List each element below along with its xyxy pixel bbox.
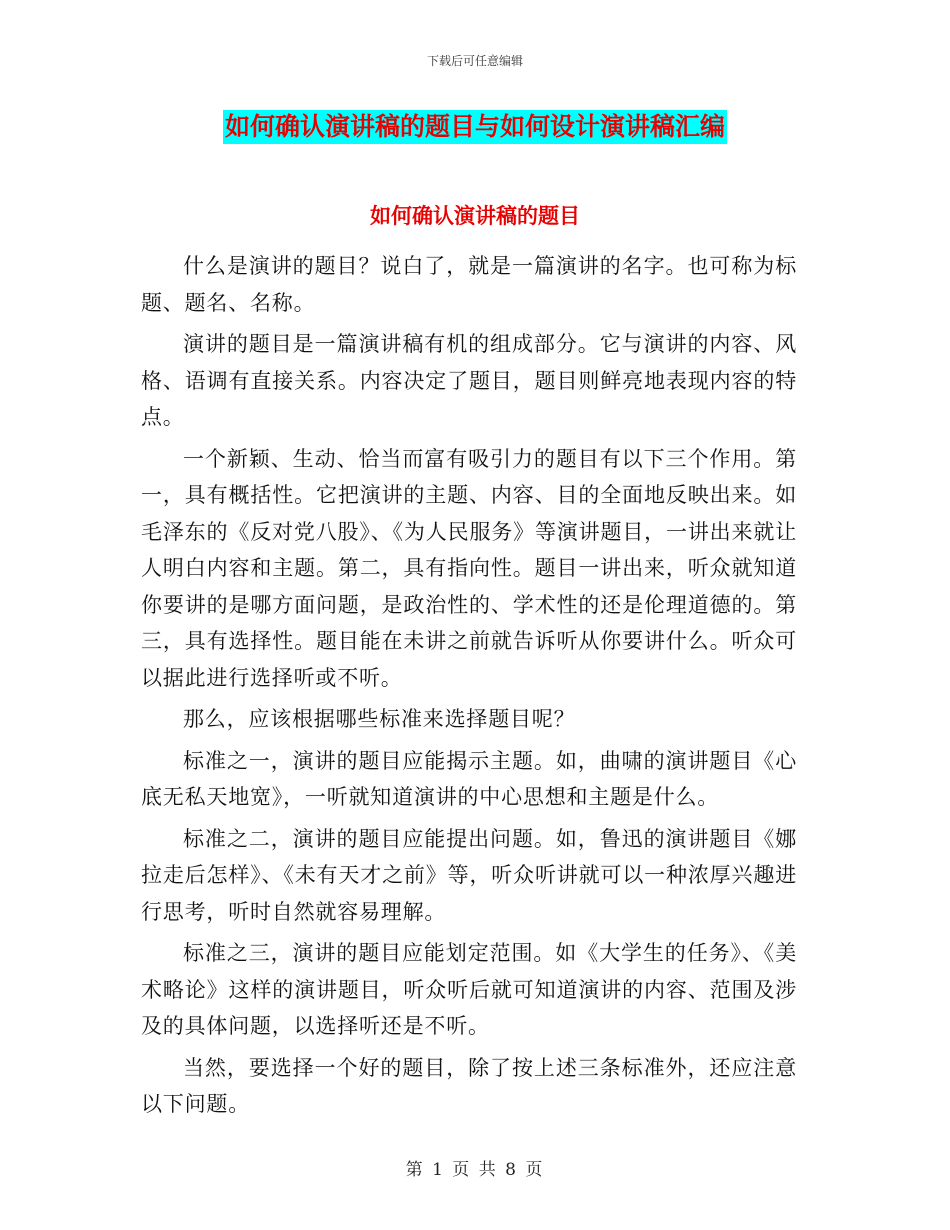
document-body: [141, 248, 797, 1128]
document-title-container: [0, 110, 950, 144]
paragraph: 标准之一，演讲的题目应能揭示主题。如，曲啸的演讲题目《心底无私天地宽》，一听就知道演讲的中心思想和主题是什么。: [141, 748, 797, 809]
paragraph: 什么是演讲的题目？说白了，就是一篇演讲的名字。也可称为标题、题名、名称。: [141, 254, 797, 315]
paragraph: 标准之二，演讲的题目应能提出问题。如，鲁迅的演讲题目《娜拉走后怎样》、《未有天才之前》等，听众听讲就可以一种浓厚兴趣进行思考，听时自然就容易理解。: [141, 826, 797, 924]
paragraph: 演讲的题目是一篇演讲稿有机的组成部分。它与演讲的内容、风格、语调有直接关系。内容决定了题目，题目则鲜亮地表现内容的特点。: [141, 332, 797, 429]
paragraph: 那么，应该根据哪些标准来选择题目呢？: [183, 707, 576, 731]
paragraph: 一个新颖、生动、恰当而富有吸引力的题目有以下三个作用。第一，具有概括性。它把演讲的主题、内容、目的全面地反映出来。如毛泽东的《反对党八股》、《为人民服务》等演讲题目，一讲出来就让人明白内容和主题。第二，具有指向性。题目一讲出来，听众就知道你要讲的是哪方面问题，是政治性的、学术性的还是伦理道德的。第三，具有选择性。题目能在未讲之前就告诉听从你要讲什么。听众可以据此进行选择听或不听。: [141, 446, 797, 690]
document-title: 如何确认演讲稿的题目与如何设计演讲稿汇编: [223, 110, 727, 144]
paragraph: 标准之三，演讲的题目应能划定范围。如《大学生的任务》、《美术略论》这样的演讲题目，听众听后就可知道演讲的内容、范围及涉及的具体问题，以选择听还是不听。: [141, 941, 797, 1038]
paragraph: 当然，要选择一个好的题目，除了按上述三条标准外，还应注意以下问题。: [141, 1055, 797, 1116]
section-title: 如何确认演讲稿的题目: [370, 203, 580, 228]
page-number-indicator: 第 1 页 共 8 页: [405, 1160, 545, 1180]
page-header-note: 下载后可任意编辑: [426, 54, 523, 68]
